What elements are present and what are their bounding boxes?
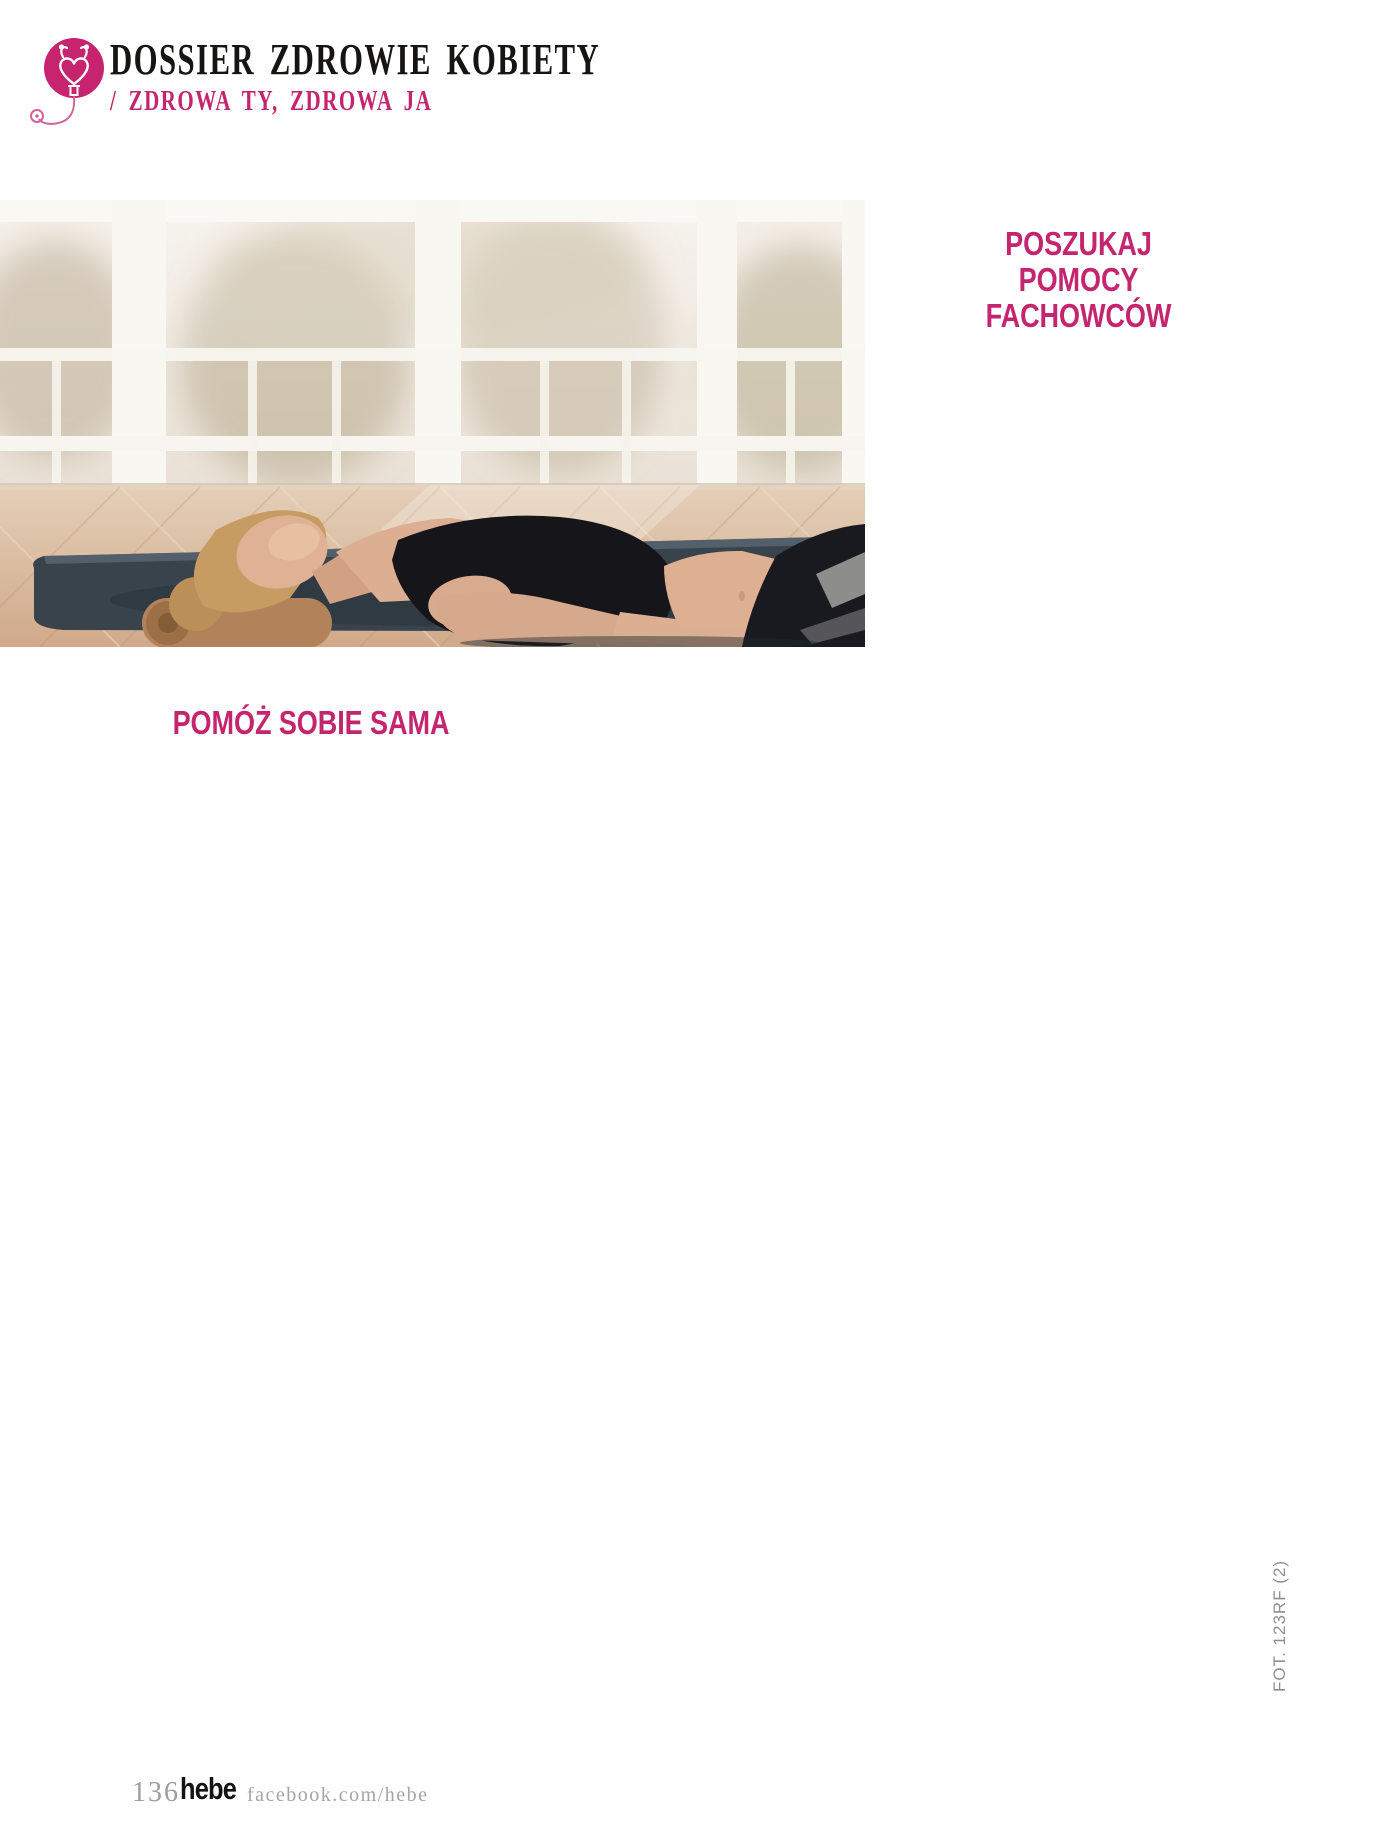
stethoscope-heart-icon [14,22,124,134]
hebe-logo: hebe [180,1771,237,1806]
section-heading-line: POSZUKAJ [1005,225,1152,262]
yoga-relaxation-photo [0,200,865,647]
dossier-subtitle: / ZDROWA TY, ZDROWA JA [110,86,433,117]
section-heading-line: POMOCY FACHOWCÓW [985,261,1172,334]
column-right [905,206,1252,347]
dossier-title: DOSSIER ZDROWIE KOBIETY [110,35,601,84]
section-heading-line: POMÓŻ SOBIE SAMA [172,704,450,741]
page-number: 136 [132,1777,180,1808]
section-heading [167,705,456,741]
column-left [135,685,487,754]
section-heading [936,226,1221,334]
photo-credit: FOT. 123RF (2) [1270,1559,1289,1692]
facebook-link[interactable]: facebook.com/hebe [247,1784,429,1806]
